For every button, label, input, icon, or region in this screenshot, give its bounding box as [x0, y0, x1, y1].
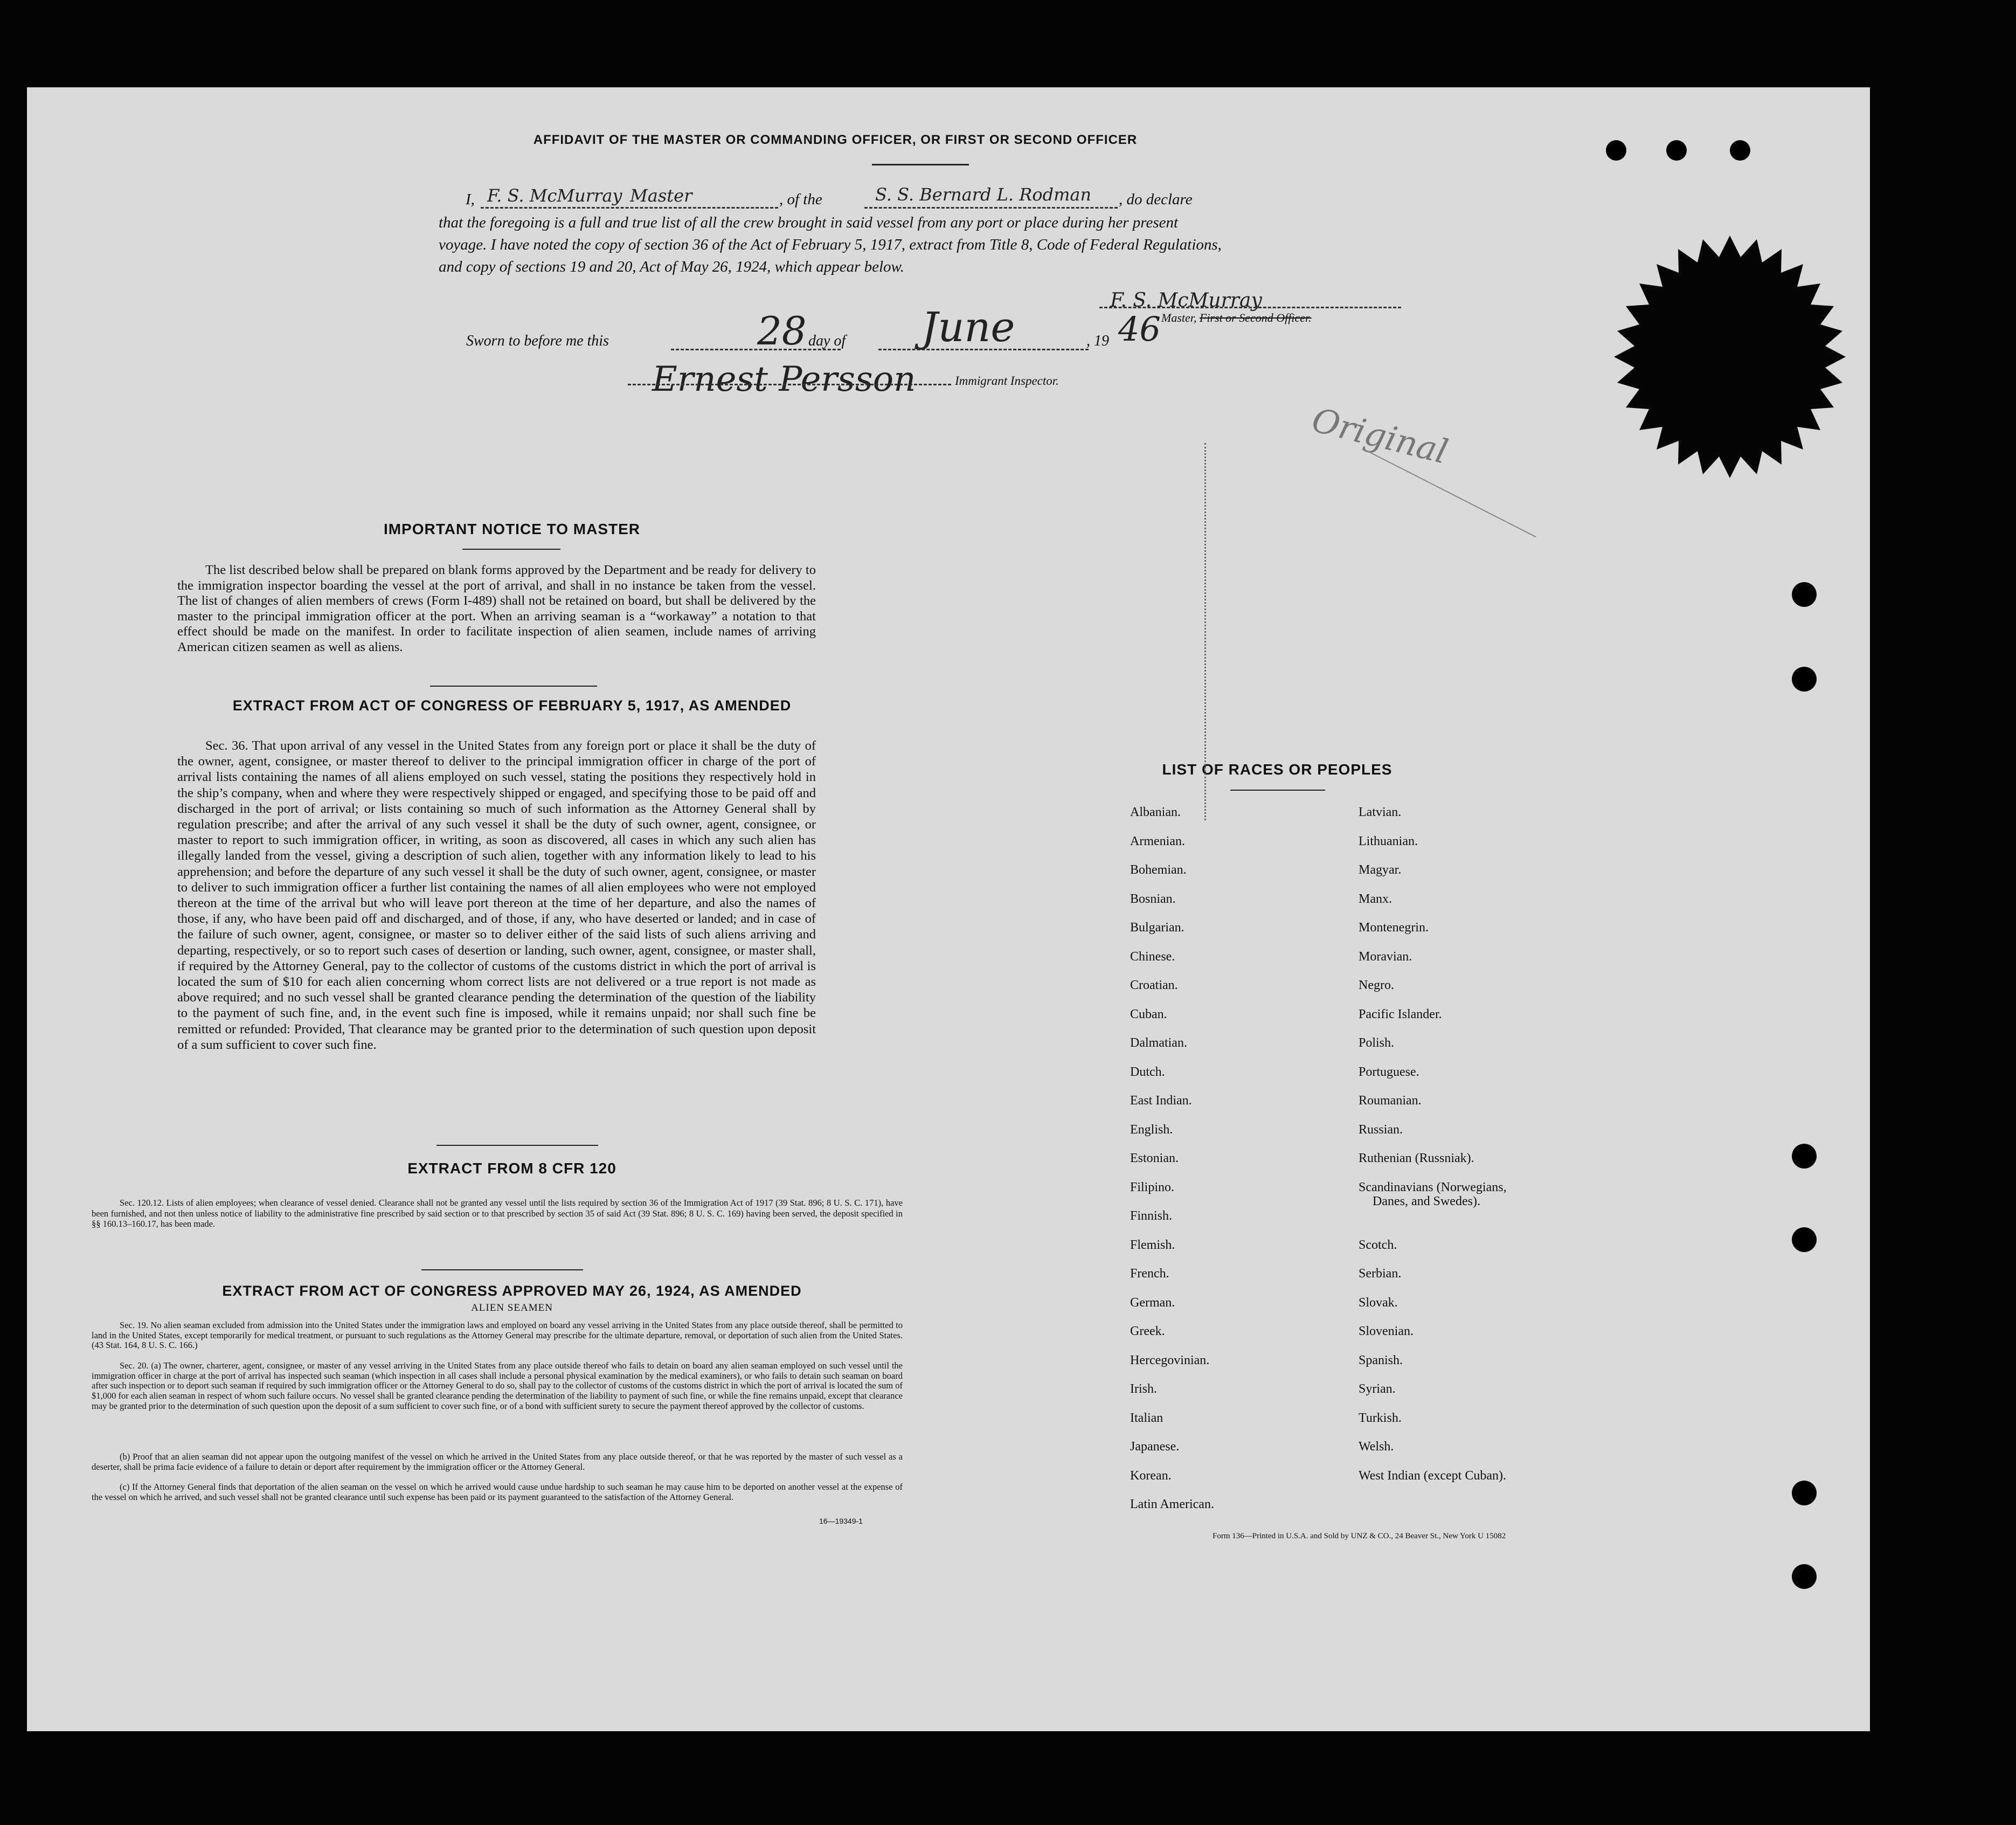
- race-item: Dutch.: [1130, 1064, 1165, 1079]
- declaration-i: I,: [466, 191, 475, 208]
- master-name-handwritten: F. S. McMurray: [487, 185, 622, 206]
- race-item: German.: [1130, 1295, 1175, 1310]
- divider-2: [437, 1145, 598, 1146]
- inspector-signature: Ernest Persson: [652, 360, 916, 399]
- name-fill-line: [481, 207, 778, 209]
- race-item: Estonian.: [1130, 1151, 1179, 1165]
- race-item: Scotch.: [1359, 1238, 1397, 1252]
- race-item: Dalmatian.: [1130, 1036, 1187, 1050]
- declaration-line-1: [466, 184, 1463, 212]
- race-item: West Indian (except Cuban).: [1359, 1468, 1506, 1483]
- race-item: Welsh.: [1359, 1440, 1394, 1454]
- race-item: Polish.: [1359, 1036, 1395, 1050]
- top-hole-2: [1666, 140, 1687, 161]
- races-title: LIST OF RACES OR PEOPLES: [1162, 761, 1393, 778]
- sworn-day-handwritten: 28: [757, 308, 807, 354]
- top-hole-3: [1730, 140, 1750, 161]
- race-item: Cuban.: [1130, 1007, 1167, 1021]
- race-item: Negro.: [1359, 978, 1394, 992]
- race-item: Bosnian.: [1130, 891, 1176, 906]
- document-page: [27, 87, 1870, 1731]
- binder-hole-4: [1792, 1227, 1817, 1252]
- race-item: Hercegovinian.: [1130, 1353, 1210, 1367]
- vessel-fill-line: [864, 207, 1118, 209]
- race-item: Bulgarian.: [1130, 921, 1184, 935]
- binder-hole-5: [1792, 1481, 1817, 1505]
- race-item: Montenegrin.: [1359, 921, 1429, 935]
- race-item: Filipino.: [1130, 1180, 1175, 1194]
- affidavit-title: AFFIDAVIT OF THE MASTER OR COMMANDING OFFICER, OR FIRST OR SECOND OFFICER: [533, 133, 1138, 147]
- race-item: Syrian.: [1359, 1382, 1396, 1396]
- sworn-day-of: day of: [808, 333, 846, 349]
- race-item: Italian: [1130, 1411, 1163, 1425]
- sworn-year-prefix: , 19: [1086, 333, 1109, 349]
- declaration-of-the: , of the: [779, 191, 822, 208]
- sec-20a-text: Sec. 20. (a) The owner, charterer, agent, consignee, or master of any vessel arriving in the United States from any place outside thereof who fails to detain on board any alien seaman employed on such vessel until the immigration officer in charge at the port of arrival has inspected such seaman (which inspection in all cases shall include a personal physical examination by the medical examiners), or who fails to detain such seaman on board after such inspection or to deport such seaman if required by such immigration officer or the Attorney General to do so, shall pay to the collector of customs of the customs district in which the port of arrival is located the sum of $1,000 for each alien seaman in respect of whom such failure occurs. No vessel shall be granted clearance pending the determination of the liability to payment of such fine, or while the fine remains unpaid, except that clearance may be granted prior to the determination of such question upon the deposit of a sum sufficient to cover such fine, or of a bond with sufficient surety to secure the payment thereof approved by the collector of customs.: [92, 1360, 903, 1411]
- master-signature: F. S. McMurray: [1110, 289, 1262, 312]
- race-item: Manx.: [1359, 891, 1392, 906]
- race-item: Latin American.: [1130, 1497, 1214, 1511]
- race-item: Turkish.: [1359, 1411, 1402, 1425]
- form-printer-note: Form 136—Printed in U.S.A. and Sold by UNZ & CO., 24 Beaver St., New York U 15082: [1213, 1532, 1506, 1540]
- race-item: French.: [1130, 1267, 1169, 1281]
- race-item: Korean.: [1130, 1468, 1172, 1483]
- inspector-label: Immigrant Inspector.: [955, 374, 1059, 388]
- divider-3: [421, 1269, 583, 1270]
- binder-hole-6: [1792, 1564, 1817, 1589]
- extract-1924-subtitle: ALIEN SEAMEN: [471, 1302, 553, 1314]
- sworn-month-handwritten: June: [922, 303, 1015, 351]
- binder-hole-3: [1792, 1144, 1817, 1169]
- race-item: Greek.: [1130, 1324, 1165, 1338]
- cfr-body: Sec. 120.12. Lists of alien employees; when clearance of vessel denied. Clearance shall not be granted any vessel until the lists required by section 36 of the Immigration Act of 1917 (39 Stat. 896; 8 U. S. C. 171), have been furnished, and not then unless notice of liability to the administrative fine prescribed by said section or to that prescribed by section 35 of said Act (39 Stat. 896; 8 U. S. C. 169) having been served, the deposit specified in §§ 160.13–160.17, has been made.: [92, 1198, 903, 1229]
- title-rule: [872, 164, 969, 165]
- race-item: Latvian.: [1359, 805, 1402, 819]
- sec-20c-text: (c) If the Attorney General finds that deportation of the alien seaman on the vessel on which he arrived would cause undue hardship to such seaman he may cause him to be deported on another vessel at the expense of the vessel on which he arrived, and such vessel shall not be granted clearance until such expense has been paid or its payment guaranteed to the satisfaction of the Attorney General.: [92, 1482, 903, 1502]
- race-item: Albanian.: [1130, 805, 1181, 819]
- race-item: Magyar.: [1359, 863, 1402, 877]
- binder-hole-2: [1792, 667, 1817, 692]
- original-pencil-mark: Original: [1308, 400, 1452, 472]
- race-item: Portuguese.: [1359, 1064, 1419, 1079]
- race-item: Chinese.: [1130, 949, 1175, 964]
- master-label: [1161, 311, 1312, 325]
- race-item: Ruthenian (Russniak).: [1359, 1151, 1474, 1165]
- pencil-stroke: [1363, 448, 1536, 537]
- sworn-month-line: [878, 349, 1089, 350]
- sworn-prefix: Sworn to before me this: [466, 333, 609, 349]
- race-item: Slovak.: [1359, 1295, 1398, 1310]
- notice-rule: [462, 549, 560, 550]
- inspector-signature-line: [628, 384, 951, 385]
- extract-1917-body: Sec. 36. That upon arrival of any vessel in the United States from any foreign port or place it shall be the duty of the owner, agent, consignee, or master thereof to deliver to the principal immigration officer in charge of the port of arrival lists containing the names of all aliens employed on such vessel, stating the positions they respectively hold in the ship’s company, when and where they were respectively shipped or engaged, and specifying those to be paid off and discharged in the port of arrival; or lists containing so much of such information as the Attorney General shall by regulation prescribe; and after the arrival of any such vessel it shall be the duty of such owner, agent, consignee, or master to report to such immigration officer, in writing, as soon as discovered, all cases in which any such alien has illegally landed from the vessel, giving a description of such alien, together with any information likely to lead to his apprehension; and before the departure of any such vessel it shall be the duty of such owner, agent, consignee, or master to deliver to such immigration officer a further list containing the names of all alien employees who were not employed thereon at the time of the arrival but who will leave port thereon at the time of her departure, and also the names of those, if any, who have been paid off and discharged, and of those, if any, who have deserted or landed; and in case of the failure of such owner, agent, consignee, or master so to deliver either of the said lists of such aliens arriving and departing, respectively, or so to report such cases of desertion or landing, such owner, agent, consignee, or master shall, if required by the Attorney General, pay to the collector of customs of the customs district in which the port of arrival is located the sum of $10 for each alien concerning whom correct lists are not delivered or a true report is not made as above required; and no such vessel shall be granted clearance pending the determination of the question of the liability to the payment of such fine, and, in the event such fine is imposed, while it remains unpaid; nor shall such fine be remitted or refunded: Provided, That clearance may be granted prior to the determination of such question upon deposit of a sum sufficient to cover such fine.: [177, 738, 816, 1052]
- race-item: Russian.: [1359, 1122, 1403, 1137]
- race-item: Croatian.: [1130, 978, 1178, 992]
- extract-1924-title: EXTRACT FROM ACT OF CONGRESS APPROVED MAY 26, 1924, AS AMENDED: [222, 1283, 802, 1299]
- divider-1: [430, 686, 597, 687]
- race-item: Flemish.: [1130, 1238, 1175, 1252]
- race-item: Moravian.: [1359, 949, 1412, 964]
- races-column-2: [1359, 804, 1507, 1496]
- embossed-seal-icon: [1606, 233, 1854, 481]
- race-item: Finnish.: [1130, 1209, 1173, 1223]
- declaration-line-3: voyage. I have noted the copy of section 36 of the Act of February 5, 1917, extract from Title 8, Code of Federal Regulations,: [439, 236, 1222, 253]
- binder-hole-1: [1792, 582, 1817, 607]
- race-item: Serbian.: [1359, 1267, 1402, 1281]
- race-item: Roumanian.: [1359, 1094, 1422, 1108]
- race-item: Japanese.: [1130, 1440, 1180, 1454]
- race-item: East Indian.: [1130, 1094, 1192, 1108]
- race-item: Spanish.: [1359, 1353, 1403, 1367]
- vessel-name-handwritten: S. S. Bernard L. Rodman: [875, 184, 1092, 205]
- extract-1917-title: EXTRACT FROM ACT OF CONGRESS OF FEBRUARY 5, 1917, AS AMENDED: [232, 697, 792, 714]
- race-item: Slovenian.: [1359, 1324, 1414, 1338]
- race-item: Lithuanian.: [1359, 834, 1418, 848]
- declaration-line-2: that the foregoing is a full and true list of all the crew brought in said vessel from any port or place during her present: [439, 214, 1179, 231]
- race-item: Irish.: [1130, 1382, 1157, 1396]
- races-column-1: [1130, 804, 1214, 1525]
- notice-title: IMPORTANT NOTICE TO MASTER: [383, 521, 641, 537]
- races-rule: [1230, 790, 1325, 791]
- fold-marks: [1204, 443, 1208, 820]
- race-item: Pacific Islander.: [1359, 1007, 1442, 1021]
- sec-20b-text: (b) Proof that an alien seaman did not appear upon the outgoing manifest of the vessel on which he arrived in the United States from any place outside thereof, or that he was reported by the master of such vessel as a deserter, shall be prima facie evidence of a failure to detain or deport after requirement by the immigration officer or the Attorney General.: [92, 1451, 903, 1472]
- top-hole-1: [1606, 140, 1626, 161]
- race-item: Armenian.: [1130, 834, 1185, 848]
- race-item: Scandinavians (Norwegians,: [1359, 1180, 1507, 1194]
- master-signature-line: [1099, 307, 1401, 308]
- race-item: English.: [1130, 1122, 1173, 1137]
- race-item: Bohemian.: [1130, 863, 1187, 877]
- declaration-declare: , do declare: [1119, 191, 1193, 208]
- sworn-year-handwritten: 46: [1118, 309, 1161, 349]
- race-item: Danes, and Swedes).: [1373, 1194, 1480, 1208]
- declaration-line-4: and copy of sections 19 and 20, Act of May 26, 1924, which appear below.: [439, 258, 904, 275]
- master-label-text: Master,: [1161, 311, 1197, 324]
- seal-shape: [1614, 236, 1846, 478]
- print-code: 16—19349-1: [819, 1517, 863, 1525]
- notice-body: The list described below shall be prepared on blank forms approved by the Department and be ready for delivery to the immigration inspector boarding the vessel at the port of arrival, and shall in no instance be taken from the vessel. The list of changes of alien members of crews (Form I-489) shall not be retained on board, but shall be delivered by the master to the principal immigration officer at the port. When an arriving seaman is a “workaway” a notation to that effect should be made on the manifest. In order to facilitate inspection of alien seamen, include names of arriving American citizen seamen as well as aliens.: [177, 563, 816, 654]
- master-rank-handwritten: Master: [630, 185, 692, 206]
- cfr-title: EXTRACT FROM 8 CFR 120: [407, 1160, 616, 1177]
- struck-officer-label: First or Second Officer.: [1199, 311, 1312, 324]
- sec-19-text: Sec. 19. No alien seaman excluded from admission into the United States under the immigration laws and employed on board any vessel arriving in the United States from any place outside thereof, shall be permitted to land in the United States, except temporarily for medical treatment, or pursuant to such regulations as the Attorney General may prescribe for the ultimate departure, removal, or deportation of such alien from the United States. (43 Stat. 164, 8 U. S. C. 166.): [92, 1320, 903, 1351]
